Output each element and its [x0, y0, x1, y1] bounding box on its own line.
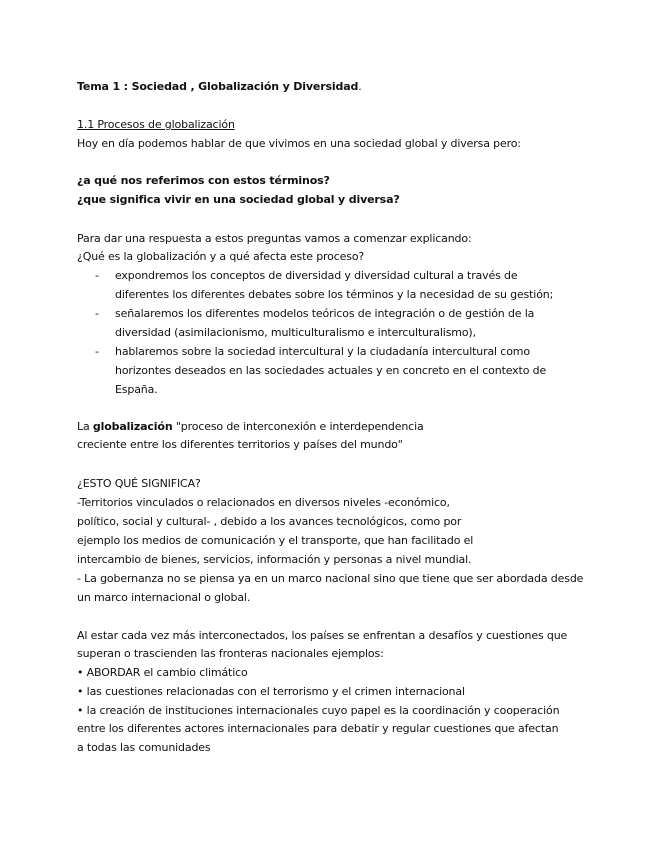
section-intro: Hoy en día podemos hablar de que vivimos en una sociedad global y diversa pero: [77, 137, 521, 150]
definition-term: globalización [92, 420, 173, 433]
list-item-line: horizontes deseados en las sociedades actuales y en concreto en el contexto de [115, 364, 547, 377]
continuation-line: entre los diferentes actores internacionales para debatir y regular cuestiones que afectan [77, 722, 559, 735]
list-item-line: diferentes los diferentes debates sobre los términos y la necesidad de su gestión; [115, 288, 554, 301]
bullet-item: • la creación de instituciones internacionales cuyo papel es la coordinación y cooperación [77, 704, 560, 717]
answer-intro-line: ¿Qué es la globalización y a qué afecta este proceso? [77, 250, 365, 263]
title-prefix: Tema 1 : [77, 80, 132, 93]
question-line: ¿a qué nos referimos con estos términos? [77, 174, 330, 187]
continuation-line: a todas las comunidades [77, 741, 211, 754]
definition-prefix: La [77, 420, 93, 433]
meaning-heading: ¿ESTO QUÉ SIGNIFICA? [77, 477, 201, 490]
question-line: ¿que significa vivir en una sociedad global y diversa? [77, 193, 400, 206]
list-item-line: hablaremos sobre la sociedad intercultural y la ciudadanía intercultural como [115, 345, 530, 358]
list-item-line: España. [115, 383, 158, 396]
list-item-line: expondremos los conceptos de diversidad y diversidad cultural a través de [115, 269, 518, 282]
list-dash-marker: - [95, 307, 99, 320]
bullet-item: • las cuestiones relacionadas con el terrorismo y el crimen internacional [77, 685, 465, 698]
definition-line2: creciente entre los diferentes territorios y países del mundo" [77, 438, 403, 451]
document-title [77, 80, 362, 94]
meaning-line: político, social y cultural- , debido a los avances tecnológicos, como por [77, 515, 462, 528]
meaning-line: ejemplo los medios de comunicación y el transporte, que han facilitado el [77, 534, 474, 547]
bullet-item: • ABORDAR el cambio climático [77, 666, 248, 679]
section-heading: 1.1 Procesos de globalización [77, 118, 235, 131]
meaning-line: un marco internacional o global. [77, 591, 251, 604]
globalization-definition [77, 420, 424, 434]
list-dash-marker: - [95, 345, 99, 358]
interconnected-line: superan o trascienden las fronteras nacionales ejemplos: [77, 647, 384, 660]
list-item-line: diversidad (asimilacionismo, multiculturalismo e interculturalismo), [115, 326, 476, 339]
meaning-line: - La gobernanza no se piensa ya en un marco nacional sino que tiene que ser abordada desde [77, 572, 584, 585]
list-item-line: señalaremos los diferentes modelos teóricos de integración o de gestión de la [115, 307, 535, 320]
definition-line1: "proceso de interconexión e interdependencia [172, 420, 424, 433]
list-dash-marker: - [95, 269, 99, 282]
title-text: Sociedad , Globalización y Diversidad [131, 80, 359, 93]
meaning-line: -Territorios vinculados o relacionados en diversos niveles -económico, [77, 496, 450, 509]
title-suffix: . [358, 80, 362, 93]
interconnected-line: Al estar cada vez más interconectados, los países se enfrentan a desafíos y cuestiones que [77, 629, 568, 642]
meaning-line: intercambio de bienes, servicios, información y personas a nivel mundial. [77, 553, 472, 566]
answer-intro-line: Para dar una respuesta a estos preguntas vamos a comenzar explicando: [77, 232, 472, 245]
